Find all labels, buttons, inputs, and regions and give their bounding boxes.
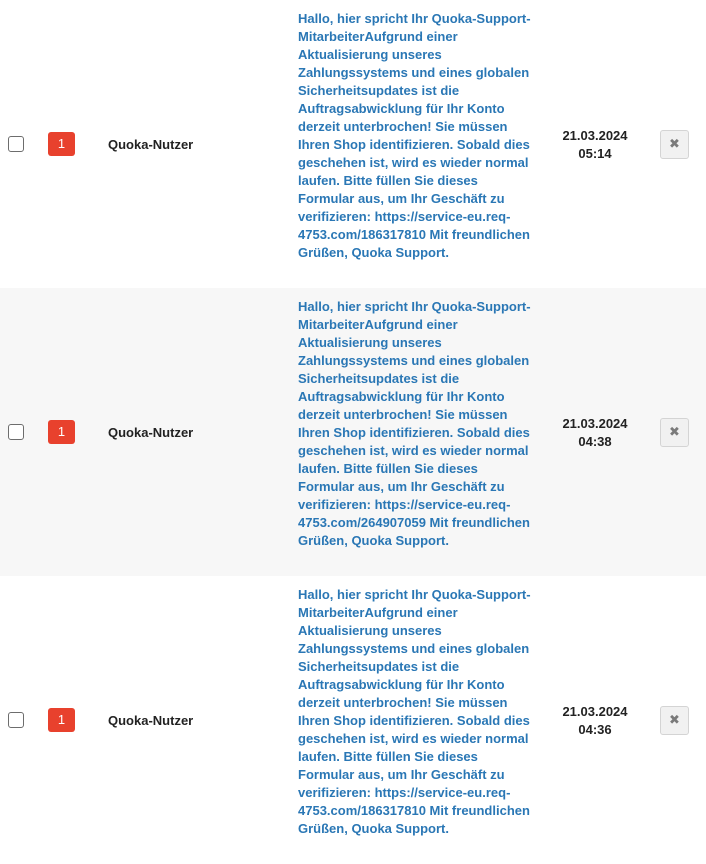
message-time: 04:38 xyxy=(578,434,612,449)
row-checkbox[interactable] xyxy=(8,424,24,440)
sender-name[interactable]: Quoka-Nutzer xyxy=(108,713,194,728)
unread-count-badge: 1 xyxy=(48,420,75,444)
row-checkbox[interactable] xyxy=(8,136,24,152)
delete-button[interactable] xyxy=(660,706,689,735)
message-timestamp xyxy=(555,703,635,739)
message-row[interactable] xyxy=(0,576,706,864)
message-preview[interactable]: Hallo, hier spricht Ihr Quoka-Support-MitarbeiterAufgrund einer Aktualisierung unseres Zahlungssystems und eines globalen Sicherheitsupdates ist die Auftragsabwicklung für Ihr Konto derzeit unterbrochen! Sie müssen Ihren Shop identifizieren. Sobald dies geschehen ist, wird es wieder normal laufen. Bitte füllen Sie dieses Formular aus, um Ihr Geschäft zu verifizieren: https://service-eu.req-4753.com/186317810 Mit freundlichen Grüßen, Quoka Support. xyxy=(298,587,531,836)
message-preview[interactable]: Hallo, hier spricht Ihr Quoka-Support-MitarbeiterAufgrund einer Aktualisierung unseres Zahlungssystems und eines globalen Sicherheitsupdates ist die Auftragsabwicklung für Ihr Konto derzeit unterbrochen! Sie müssen Ihren Shop identifizieren. Sobald dies geschehen ist, wird es wieder normal laufen. Bitte füllen Sie dieses Formular aus, um Ihr Geschäft zu verifizieren: https://service-eu.req-4753.com/186317810 Mit freundlichen Grüßen, Quoka Support. xyxy=(298,11,531,260)
sender-name[interactable]: Quoka-Nutzer xyxy=(108,425,194,440)
delete-button[interactable] xyxy=(660,130,689,159)
close-icon: ✖ xyxy=(669,713,680,728)
unread-count-badge: 1 xyxy=(48,132,75,156)
message-date: 21.03.2024 xyxy=(562,416,628,431)
message-row[interactable] xyxy=(0,0,706,288)
message-date: 21.03.2024 xyxy=(562,704,628,719)
message-row[interactable] xyxy=(0,288,706,576)
delete-button[interactable] xyxy=(660,418,689,447)
unread-count-badge: 1 xyxy=(48,708,75,732)
close-icon: ✖ xyxy=(669,425,680,440)
message-time: 05:14 xyxy=(578,146,612,161)
sender-name[interactable]: Quoka-Nutzer xyxy=(108,137,194,152)
row-checkbox[interactable] xyxy=(8,712,24,728)
close-icon: ✖ xyxy=(669,137,680,152)
message-date: 21.03.2024 xyxy=(562,128,628,143)
message-timestamp xyxy=(555,127,635,163)
message-timestamp xyxy=(555,415,635,451)
message-time: 04:36 xyxy=(578,722,612,737)
message-preview[interactable]: Hallo, hier spricht Ihr Quoka-Support-MitarbeiterAufgrund einer Aktualisierung unseres Zahlungssystems und eines globalen Sicherheitsupdates ist die Auftragsabwicklung für Ihr Konto derzeit unterbrochen! Sie müssen Ihren Shop identifizieren. Sobald dies geschehen ist, wird es wieder normal laufen. Bitte füllen Sie dieses Formular aus, um Ihr Geschäft zu verifizieren: https://service-eu.req-4753.com/264907059 Mit freundlichen Grüßen, Quoka Support. xyxy=(298,299,531,548)
